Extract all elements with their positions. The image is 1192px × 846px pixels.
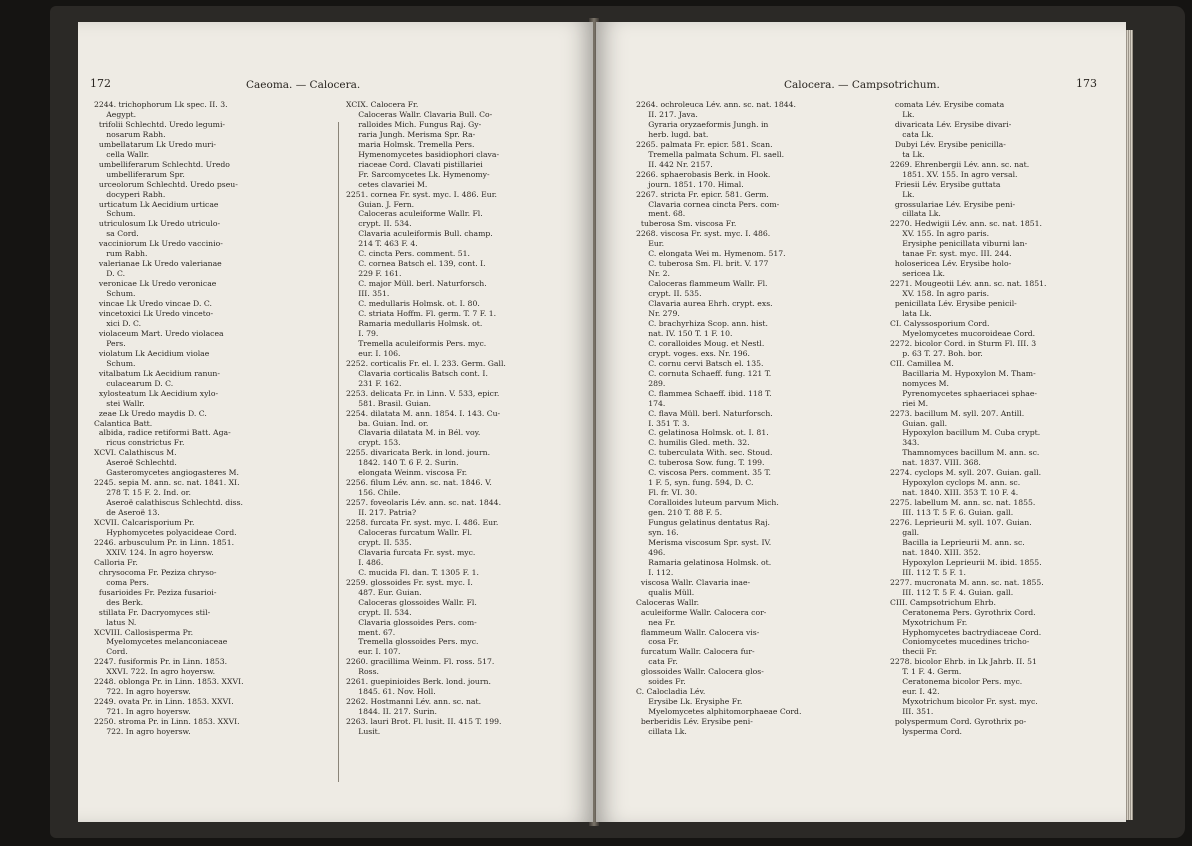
text-line: Gyraria oryzaeformis Jungh. in bbox=[636, 119, 769, 129]
text-line: 2249. ovata Pr. in Linn. 1853. XXVI. bbox=[94, 697, 234, 707]
text-line: II. 217. Java. bbox=[636, 109, 698, 119]
text-line: Ceratonema bicolor Pers. myc. bbox=[890, 677, 1023, 687]
text-line: 2272. bicolor Cord. in Sturm Fl. III. 3 bbox=[890, 338, 1037, 348]
text-line: flammeum Wallr. Calocera vis- bbox=[636, 627, 760, 637]
text-line: Lusit. bbox=[346, 727, 381, 737]
text-line: Caloceras flammeum Wallr. Fl. bbox=[636, 279, 768, 289]
text-line: 2271. Mougeotii Lév. ann. sc. nat. 1851. bbox=[890, 279, 1047, 289]
text-line: Coniomycetes mucedines tricho- bbox=[890, 637, 1030, 647]
text-line: 2247. fusiformis Pr. in Linn. 1853. bbox=[94, 657, 228, 667]
text-line: 2263. lauri Brot. Fl. lusit. II. 415 T. 199. bbox=[346, 717, 502, 727]
text-line: 722. In agro hoyersw. bbox=[94, 727, 191, 737]
text-line: nat. IV. 150 T. 1 F. 10. bbox=[636, 328, 733, 338]
text-line: Myelomycetes mucoroideae Cord. bbox=[890, 328, 1036, 338]
text-line: vincae Lk Uredo vincae D. C. bbox=[94, 299, 212, 309]
text-line: C. viscosa Pers. comment. 35 T. bbox=[636, 468, 771, 478]
text-line: xylosteatum Lk Aecidium xylo- bbox=[94, 388, 219, 398]
text-line: C. elongata Wei m. Hymenom. 517. bbox=[636, 249, 786, 259]
text-line: 496. bbox=[636, 547, 666, 557]
text-line: cata Lk. bbox=[890, 129, 934, 139]
text-line: C. flava Müll. berl. Naturforsch. bbox=[636, 408, 773, 418]
text-line: Hypoxylon bacillum M. Cuba crypt. bbox=[890, 428, 1041, 438]
text-line: T. 1 F. 4. Germ. bbox=[890, 667, 962, 677]
text-line: 722. In agro hoyersw. bbox=[94, 687, 191, 697]
text-line: 2268. viscosa Fr. syst. myc. I. 486. bbox=[636, 229, 771, 239]
text-line: Lk. bbox=[890, 189, 915, 199]
right-column-1 bbox=[636, 100, 876, 812]
text-line: I. 112. bbox=[636, 567, 674, 577]
text-line: riaceae Cord. Clavati pistillariei bbox=[346, 159, 483, 169]
text-line: 174. bbox=[636, 398, 666, 408]
text-line: 2258. furcata Fr. syst. myc. I. 486. Eur. bbox=[346, 518, 499, 528]
text-line: 2255. divaricata Berk. in lond. journ. bbox=[346, 448, 491, 458]
text-line: latus N. bbox=[94, 617, 137, 627]
text-line: polyspermum Cord. Gyrothrix po- bbox=[890, 717, 1027, 727]
text-line: III. 351. bbox=[890, 707, 934, 717]
text-line: rum Rabh. bbox=[94, 249, 148, 259]
text-line: albida, radice retiformi Batt. Aga- bbox=[94, 428, 231, 438]
text-line: CI. Calyssosporium Cord. bbox=[890, 318, 990, 328]
text-line: Lk. bbox=[890, 109, 915, 119]
text-line: divaricata Lév. Erysibe divari- bbox=[890, 119, 1012, 129]
text-line: Fungus gelatinus dentatus Raj. bbox=[636, 518, 770, 528]
text-line: Caloceras Wallr. Clavaria Bull. Co- bbox=[346, 109, 493, 119]
text-line: Bacillaria M. Hypoxylon M. Tham- bbox=[890, 368, 1036, 378]
text-line: fusarioides Fr. Peziza fusarioi- bbox=[94, 587, 217, 597]
text-line: C. cornuta Schaeff. fung. 121 T. bbox=[636, 368, 772, 378]
text-line: C. brachyrhiza Scop. ann. hist. bbox=[636, 318, 768, 328]
text-line: Erysiphe penicillata viburni lan- bbox=[890, 239, 1028, 249]
text-line: 2259. glossoides Fr. syst. myc. I. bbox=[346, 577, 473, 587]
text-line: Caloceras furcatum Wallr. Fl. bbox=[346, 527, 473, 537]
text-line: 2267. stricta Fr. epicr. 581. Germ. bbox=[636, 189, 769, 199]
text-line: C. tuberosa Sow. fung. T. 199. bbox=[636, 458, 765, 468]
text-line: 2244. trichophorum Lk spec. II. 3. bbox=[94, 100, 228, 109]
text-line: glossoides Wallr. Calocera glos- bbox=[636, 667, 764, 677]
text-line: Aseroë calathiscus Schlechtd. diss. bbox=[94, 498, 243, 508]
text-line: ta Lk. bbox=[890, 149, 925, 159]
text-line: XV. 158. In agro paris. bbox=[890, 289, 990, 299]
text-line: cata Fr. bbox=[636, 657, 678, 667]
text-line: Pyrenomycetes sphaeriacei sphae- bbox=[890, 388, 1038, 398]
left-page-number: 172 bbox=[90, 77, 111, 90]
text-line: Hymenomycetes basidiophori clava- bbox=[346, 149, 500, 159]
text-line: 343. bbox=[890, 438, 920, 448]
text-line: Tremella palmata Schum. Fl. saell. bbox=[636, 149, 785, 159]
text-line: urticatum Lk Aecidium urticae bbox=[94, 199, 219, 209]
text-line: nomyces M. bbox=[890, 378, 949, 388]
text-line: crypt. II. 535. bbox=[636, 289, 702, 299]
text-line: C. mucida Fl. dan. T. 1305 F. 1. bbox=[346, 567, 479, 577]
text-line: C. striata Hoffm. Fl. germ. T. 7 F. 1. bbox=[346, 309, 497, 319]
text-line: Erysibe Lk. Erysiphe Fr. bbox=[636, 697, 743, 707]
text-line: Myxotrichum Fr. bbox=[890, 617, 968, 627]
text-line: 2262. Hostmanni Lév. ann. sc. nat. bbox=[346, 697, 482, 707]
text-line: Coralloides luteum parvum Mich. bbox=[636, 498, 779, 508]
text-line: Caloceras glossoides Wallr. Fl. bbox=[346, 597, 477, 607]
text-line: 2273. bacillum M. syll. 207. Antill. bbox=[890, 408, 1025, 418]
text-line: Myxotrichum bicolor Fr. syst. myc. bbox=[890, 697, 1038, 707]
text-line: 229 F. 161. bbox=[346, 269, 402, 279]
text-line: Clavaria furcata Fr. syst. myc. bbox=[346, 547, 476, 557]
text-line: 2250. stroma Pr. in Linn. 1853. XXVI. bbox=[94, 717, 240, 727]
text-line: 1844. II. 217. Surin. bbox=[346, 707, 437, 717]
text-line: XCVI. Calathiscus M. bbox=[94, 448, 177, 458]
text-line: gall. bbox=[890, 527, 920, 537]
text-line: 2275. labellum M. ann. sc. nat. 1855. bbox=[890, 498, 1036, 508]
text-line: crypt. II. 534. bbox=[346, 219, 412, 229]
text-line: C. gelatinosa Holmsk. ot. I. 81. bbox=[636, 428, 769, 438]
text-line: XXVI. 722. In agro hoyersw. bbox=[94, 667, 216, 677]
text-line: C. coralloides Moug. et Nestl. bbox=[636, 338, 765, 348]
text-line: ba. Guian. Ind. or. bbox=[346, 418, 429, 428]
text-line: 2264. ochroleuca Lév. ann. sc. nat. 1844. bbox=[636, 100, 796, 109]
text-line: Myelomycetes alphitomorphaeae Cord. bbox=[636, 707, 802, 717]
text-line: ricus constrictus Fr. bbox=[94, 438, 185, 448]
text-line: Thamnomyces bacillum M. ann. sc. bbox=[890, 448, 1040, 458]
text-line: herb. lugd. bat. bbox=[636, 129, 709, 139]
text-line: Aseroë Schlechtd. bbox=[94, 458, 177, 468]
text-line: II. 442 Nr. 2157. bbox=[636, 159, 713, 169]
text-line: holosericea Lév. Erysibe holo- bbox=[890, 259, 1012, 269]
left-page bbox=[78, 22, 593, 822]
left-running-head: Caeoma. — Calocera. bbox=[246, 79, 361, 91]
text-line: trifolii Schlechtd. Uredo legumi- bbox=[94, 119, 226, 129]
left-column-2 bbox=[346, 100, 591, 812]
text-line: Dubyi Lév. Erysibe penicilla- bbox=[890, 139, 1006, 149]
text-line: C. tuberosa Sm. Fl. brit. V. 177 bbox=[636, 259, 769, 269]
text-line: XXIV. 124. In agro hoyersw. bbox=[94, 547, 214, 557]
text-line: ment. 68. bbox=[636, 209, 686, 219]
text-line: 2265. palmata Fr. epicr. 581. Scan. bbox=[636, 139, 773, 149]
text-line: umbelliferarum Spr. bbox=[94, 169, 185, 179]
text-line: XCVIII. Callosisperma Pr. bbox=[94, 627, 194, 637]
text-line: violatum Lk Aecidium violae bbox=[94, 348, 210, 358]
text-line: 214 T. 463 F. 4. bbox=[346, 239, 418, 249]
text-line: Tremella aculeiformis Pers. myc. bbox=[346, 338, 487, 348]
text-line: soides Fr. bbox=[636, 677, 686, 687]
text-line: Clavaria cornea cincta Pers. com- bbox=[636, 199, 780, 209]
text-line: Ross. bbox=[346, 667, 379, 677]
text-line: 487. Eur. Guian. bbox=[346, 587, 422, 597]
text-line: Clavaria aurea Ehrh. crypt. exs. bbox=[636, 299, 773, 309]
text-line: Schum. bbox=[94, 289, 136, 299]
text-line: p. 63 T. 27. Boh. bor. bbox=[890, 348, 983, 358]
text-line: aculeiforme Wallr. Calocera cor- bbox=[636, 607, 767, 617]
text-line: Schum. bbox=[94, 209, 136, 219]
text-line: C. medullaris Holmsk. ot. I. 80. bbox=[346, 299, 480, 309]
text-line: cella Wallr. bbox=[94, 149, 150, 159]
text-line: 581. Brasil. Guian. bbox=[346, 398, 431, 408]
text-line: C. cornu cervi Batsch el. 135. bbox=[636, 358, 764, 368]
text-line: 2266. sphaerobasis Berk. in Hook. bbox=[636, 169, 771, 179]
text-line: Hyphomycetes bactrydiaceae Cord. bbox=[890, 627, 1042, 637]
text-line: Eur. bbox=[636, 239, 665, 249]
text-line: III. 351. bbox=[346, 289, 390, 299]
text-line: raria Jungh. Merisma Spr. Ra- bbox=[346, 129, 476, 139]
text-line: Myelomycetes melanconiaceae bbox=[94, 637, 228, 647]
right-running-head: Calocera. — Campsotrichum. bbox=[784, 79, 940, 91]
text-line: I. 351 T. 3. bbox=[636, 418, 690, 428]
text-line: nat. 1837. VIII. 368. bbox=[890, 458, 981, 468]
text-line: veronicae Lk Uredo veronicae bbox=[94, 279, 217, 289]
text-line: eur. I. 42. bbox=[890, 687, 940, 697]
text-line: vitalbatum Lk Aecidium ranun- bbox=[94, 368, 220, 378]
text-line: Guian. gall. bbox=[890, 418, 948, 428]
text-line: III. 112 T. 5 F. 1. bbox=[890, 567, 966, 577]
text-line: viscosa Wallr. Clavaria inae- bbox=[636, 577, 751, 587]
text-line: Nr. 279. bbox=[636, 309, 680, 319]
text-line: Hypoxylon Leprieurii M. ibid. 1855. bbox=[890, 557, 1042, 567]
text-line: III. 112 T. 5 F. 4. Guian. gall. bbox=[890, 587, 1014, 597]
text-line: Merisma viscosum Spr. syst. IV. bbox=[636, 537, 772, 547]
text-line: 2256. filum Lév. ann. sc. nat. 1846. V. bbox=[346, 478, 492, 488]
text-line: nosarum Rabh. bbox=[94, 129, 166, 139]
text-line: Tremella glossoides Pers. myc. bbox=[346, 637, 479, 647]
text-line: 1 F. 5, syn. fung. 594, D. C. bbox=[636, 478, 754, 488]
text-line: furcatum Wallr. Calocera fur- bbox=[636, 647, 755, 657]
text-line: C. Calocladia Lév. bbox=[636, 687, 706, 697]
text-line: gen. 210 T. 88 F. 5. bbox=[636, 508, 723, 518]
text-line: syn. 16. bbox=[636, 527, 679, 537]
text-line: violaceum Mart. Uredo violacea bbox=[94, 328, 224, 338]
text-line: CIII. Campsotrichum Ehrb. bbox=[890, 597, 996, 607]
text-line: Schum. bbox=[94, 358, 136, 368]
text-line: stei Wallr. bbox=[94, 398, 145, 408]
text-line: eur. I. 106. bbox=[346, 348, 401, 358]
text-line: Bacilla ia Leprieurii M. ann. sc. bbox=[890, 537, 1025, 547]
column-rule bbox=[338, 122, 339, 782]
text-line: vincetoxici Lk Uredo vinceto- bbox=[94, 309, 214, 319]
text-line: 1842. 140 T. 6 F. 2. Surin. bbox=[346, 458, 459, 468]
text-line: comata Lév. Erysibe comata bbox=[890, 100, 1005, 109]
text-line: utriculosum Lk Uredo utriculo- bbox=[94, 219, 221, 229]
text-line: culacearum D. C. bbox=[94, 378, 174, 388]
text-line: Caloceras aculeiforme Wallr. Fl. bbox=[346, 209, 483, 219]
text-line: II. 217. Patria? bbox=[346, 508, 417, 518]
text-line: 2254. dilatata M. ann. 1854. I. 143. Cu- bbox=[346, 408, 501, 418]
text-line: 2248. oblonga Pr. in Linn. 1853. XXVI. bbox=[94, 677, 244, 687]
text-line: sa Cord. bbox=[94, 229, 139, 239]
text-line: elongata Weinm. viscosa Fr. bbox=[346, 468, 468, 478]
text-line: Hypoxylon cyclops M. ann. sc. bbox=[890, 478, 1021, 488]
text-line: Pers. bbox=[94, 338, 126, 348]
right-page-number: 173 bbox=[1076, 77, 1097, 90]
text-line: de Aseroë 13. bbox=[94, 508, 160, 518]
text-line: 2276. Leprieurii M. syll. 107. Guian. bbox=[890, 518, 1032, 528]
text-line: C. tuberculata With. sec. Stoud. bbox=[636, 448, 773, 458]
text-line: umbelliferarum Schlechtd. Uredo bbox=[94, 159, 230, 169]
text-line: Calantica Batt. bbox=[94, 418, 153, 428]
text-line: journ. 1851. 170. Himal. bbox=[636, 179, 744, 189]
text-line: maria Holmsk. Tremella Pers. bbox=[346, 139, 475, 149]
text-line: nea Fr. bbox=[636, 617, 676, 627]
text-line: Hyphomycetes polyacideae Cord. bbox=[94, 527, 237, 537]
text-line: cetes clavariei M. bbox=[346, 179, 428, 189]
text-line: Fr. Sarcomycetes Lk. Hymenomy- bbox=[346, 169, 490, 179]
text-line: berberidis Lév. Erysibe peni- bbox=[636, 717, 753, 727]
text-line: XV. 155. In agro paris. bbox=[890, 229, 990, 239]
text-line: 1851. XV. 155. In agro versal. bbox=[890, 169, 1018, 179]
text-line: D. C. bbox=[94, 269, 126, 279]
text-line: nat. 1840. XIII. 352. bbox=[890, 547, 981, 557]
text-line: XCIX. Calocera Fr. bbox=[346, 100, 419, 109]
text-line: 2277. mucronata M. ann. sc. nat. 1855. bbox=[890, 577, 1044, 587]
text-line: thecii Fr. bbox=[890, 647, 938, 657]
text-line: Friesii Lév. Erysibe guttata bbox=[890, 179, 1001, 189]
text-line: sericea Lk. bbox=[890, 269, 945, 279]
text-line: 2261. guepinioides Berk. lond. journ. bbox=[346, 677, 491, 687]
text-line: penicillata Lév. Erysibe penicil- bbox=[890, 299, 1017, 309]
text-line: 2269. Ehrenbergii Lév. ann. sc. nat. bbox=[890, 159, 1030, 169]
text-line: vacciniorum Lk Uredo vaccinio- bbox=[94, 239, 223, 249]
text-line: Clavaria glossoides Pers. com- bbox=[346, 617, 477, 627]
text-line: 2260. gracillima Weinm. Fl. ross. 517. bbox=[346, 657, 495, 667]
text-line: C. humilis Gled. meth. 32. bbox=[636, 438, 750, 448]
text-line: grossulariae Lév. Erysibe peni- bbox=[890, 199, 1016, 209]
text-line: 278 T. 15 F. 2. Ind. or. bbox=[94, 488, 191, 498]
text-line: Ramaria medullaris Holmsk. ot. bbox=[346, 318, 483, 328]
text-line: Calloria Fr. bbox=[94, 557, 138, 567]
text-line: coma Pers. bbox=[94, 577, 149, 587]
text-line: 1845. 61. Nov. Holl. bbox=[346, 687, 436, 697]
text-line: Cord. bbox=[94, 647, 128, 657]
text-line: C. flammea Schaeff. ibid. 118 T. bbox=[636, 388, 772, 398]
text-line: riei M. bbox=[890, 398, 929, 408]
text-line: umbellatarum Lk Uredo muri- bbox=[94, 139, 217, 149]
text-line: I. 486. bbox=[346, 557, 384, 567]
text-line: Aegypt. bbox=[94, 109, 137, 119]
right-page bbox=[596, 22, 1126, 822]
text-line: Clavaria aculeiformis Bull. champ. bbox=[346, 229, 493, 239]
text-line: des Berk. bbox=[94, 597, 144, 607]
text-line: ment. 67. bbox=[346, 627, 396, 637]
text-line: Caloceras Wallr. bbox=[636, 597, 700, 607]
text-line: Ceratonema Pers. Gyrothrix Cord. bbox=[890, 607, 1036, 617]
text-line: 2278. bicolor Ehrb. in Lk Jahrb. II. 51 bbox=[890, 657, 1037, 667]
text-line: Ramaria gelatinosa Holmsk. ot. bbox=[636, 557, 772, 567]
text-line: docyperi Rabh. bbox=[94, 189, 166, 199]
text-line: Gasteromycetes angiogasteres M. bbox=[94, 468, 239, 478]
text-line: C. major Müll. berl. Naturforsch. bbox=[346, 279, 487, 289]
text-line: crypt. 153. bbox=[346, 438, 401, 448]
text-line: I. 79. bbox=[346, 328, 379, 338]
text-line: III. 113 T. 5 F. 6. Guian. gall. bbox=[890, 508, 1014, 518]
text-line: Guian. J. Fern. bbox=[346, 199, 415, 209]
text-line: CII. Camillea M. bbox=[890, 358, 954, 368]
text-line: cosa Fr. bbox=[636, 637, 679, 647]
text-line: tuberosa Sm. viscosa Fr. bbox=[636, 219, 737, 229]
right-column-2 bbox=[890, 100, 1120, 812]
text-line: 2252. corticalis Fr. el. I. 233. Germ. Gall. bbox=[346, 358, 506, 368]
text-line: 2257. foveolaris Lév. ann. sc. nat. 1844. bbox=[346, 498, 502, 508]
text-line: stillata Fr. Dacryomyces stil- bbox=[94, 607, 211, 617]
text-line: lata Lk. bbox=[890, 309, 932, 319]
text-line: C. cincta Pers. comment. 51. bbox=[346, 249, 470, 259]
text-line: nat. 1840. XIII. 353 T. 10 F. 4. bbox=[890, 488, 1019, 498]
text-line: lysperma Cord. bbox=[890, 727, 962, 737]
text-line: Fl. fr. VI. 30. bbox=[636, 488, 698, 498]
text-line: cillata Lk. bbox=[636, 727, 687, 737]
text-line: urceolorum Schlechtd. Uredo pseu- bbox=[94, 179, 238, 189]
text-line: 2251. cornea Fr. syst. myc. I. 486. Eur. bbox=[346, 189, 497, 199]
text-line: zeae Lk Uredo maydis D. C. bbox=[94, 408, 207, 418]
text-line: Clavaria dilatata M. in Bél. voy. bbox=[346, 428, 481, 438]
left-column-1 bbox=[94, 100, 334, 812]
text-line: 2270. Hedwigii Lév. ann. sc. nat. 1851. bbox=[890, 219, 1042, 229]
text-line: valerianae Lk Uredo valerianae bbox=[94, 259, 222, 269]
text-line: XCVII. Calcarisporium Pr. bbox=[94, 518, 195, 528]
text-line: 2253. delicata Fr. in Linn. V. 533, epicr. bbox=[346, 388, 500, 398]
text-line: chrysocoma Fr. Peziza chryso- bbox=[94, 567, 217, 577]
text-line: C. cornea Batsch el. 139, cont. I. bbox=[346, 259, 486, 269]
text-line: 2245. sepia M. ann. sc. nat. 1841. XI. bbox=[94, 478, 240, 488]
text-line: crypt. II. 534. bbox=[346, 607, 412, 617]
text-line: Nr. 2. bbox=[636, 269, 670, 279]
text-line: 156. Chile. bbox=[346, 488, 401, 498]
text-line: Clavaria corticalis Batsch cont. I. bbox=[346, 368, 488, 378]
text-line: crypt. II. 535. bbox=[346, 537, 412, 547]
text-line: crypt. voges. exs. Nr. 196. bbox=[636, 348, 750, 358]
text-line: 2274. cyclops M. syll. 207. Guian. gall. bbox=[890, 468, 1042, 478]
text-line: eur. I. 107. bbox=[346, 647, 401, 657]
text-line: cillata Lk. bbox=[890, 209, 941, 219]
text-line: 721. In agro hoyersw. bbox=[94, 707, 191, 717]
text-line: xici D. C. bbox=[94, 318, 142, 328]
text-line: 231 F. 162. bbox=[346, 378, 402, 388]
text-line: 289. bbox=[636, 378, 666, 388]
text-line: 2246. arbusculum Pr. in Linn. 1851. bbox=[94, 537, 235, 547]
text-line: ralloides Mich. Fungus Raj. Gy- bbox=[346, 119, 482, 129]
text-line: qualis Müll. bbox=[636, 587, 695, 597]
text-line: tanae Fr. syst. myc. III. 244. bbox=[890, 249, 1012, 259]
